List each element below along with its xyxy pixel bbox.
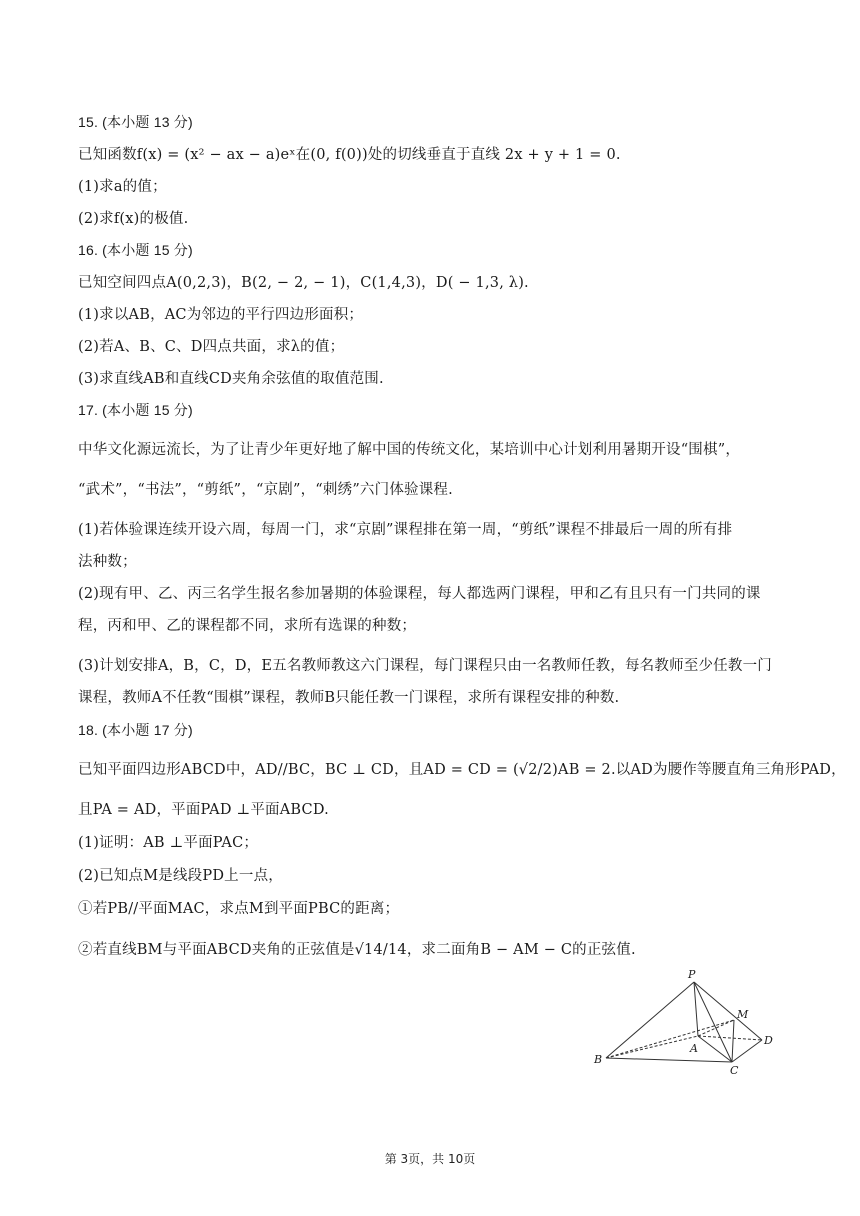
problem-15-question-1: (1)求a的值； <box>78 179 167 195</box>
edge-PB <box>606 982 694 1058</box>
edge-AC <box>698 1036 732 1062</box>
edge-CM <box>732 1020 734 1062</box>
problem-16-heading: 16. (本小题 15 分) <box>78 242 193 258</box>
problem-16-question-2: (2)若A、B、C、D四点共面，求λ的值； <box>78 339 345 355</box>
problem-17-question-3-line-1: (3)计划安排A，B，C，D，E五名教师教这六门课程，每门课程只由一名教师任教，每名教师至少任教一门 <box>78 658 772 674</box>
label-B: B <box>594 1053 603 1066</box>
problem-18-question-1: (1)证明：AB ⊥平面PAC； <box>78 835 259 851</box>
problem-18-stem-line-1: 已知平面四边形ABCD中，AD//BC，BC ⊥ CD，且AD = CD = (√2/2)AB = 2.以AD为腰作等腰直角三角形PAD， <box>78 762 846 778</box>
problem-18-heading: 18. (本小题 17 分) <box>78 722 193 738</box>
problem-16-question-1: (1)求以AB，AC为邻边的平行四边形面积； <box>78 307 364 323</box>
problem-18-question-2b: ②若直线BM与平面ABCD夹角的正弦值是√14/14，求二面角B − AM − C的正弦值. <box>78 942 636 958</box>
problem-18-question-2a: ①若PB//平面MAC，求点M到平面PBC的距离； <box>78 901 400 917</box>
label-P: P <box>688 968 696 981</box>
problem-15-question-2: (2)求f(x)的极值. <box>78 211 189 227</box>
label-D: D <box>764 1034 773 1047</box>
edge-BC <box>606 1058 732 1062</box>
problem-15-stem: 已知函数f(x) = (x² − ax − a)eˣ在(0, f(0))处的切线垂直于直线 2x + y + 1 = 0. <box>78 147 621 163</box>
edge-CD <box>732 1040 762 1062</box>
label-A: A <box>690 1042 698 1055</box>
problem-16-question-3: (3)求直线AB和直线CD夹角余弦值的取值范围. <box>78 371 384 387</box>
label-C: C <box>730 1064 739 1076</box>
problem-17-question-1-line-1: (1)若体验课连续开设六周，每周一门，求“京剧”课程排在第一周，“剪纸”课程不排最后一周的所有排 <box>78 522 733 538</box>
problem-17-question-2-line-1: (2)现有甲、乙、丙三名学生报名参加暑期的体验课程，每人都选两门课程，甲和乙有且只有一门共同的课 <box>78 586 761 602</box>
problem-16-stem: 已知空间四点A(0,2,3)，B(2, − 2, − 1)，C(1,4,3)，D( − 1,3, λ). <box>78 275 529 291</box>
problem-17-question-3-line-2: 课程，教师A不任教“围棋”课程，教师B只能任教一门课程，求所有课程安排的种数. <box>78 690 620 706</box>
problem-18-stem-line-2: 且PA = AD，平面PAD ⊥平面ABCD. <box>78 802 329 818</box>
edge-AD <box>698 1036 762 1040</box>
pyramid-figure <box>586 966 786 1076</box>
problem-17-stem-line-2: “武术”，“书法”，“剪纸”，“京剧”，“刺绣”六门体验课程. <box>78 482 453 498</box>
problem-15-heading: 15. (本小题 13 分) <box>78 114 193 130</box>
edge-PD <box>694 982 762 1040</box>
problem-17-stem-line-1: 中华文化源远流长，为了让青少年更好地了解中国的传统文化，某培训中心计划利用暑期开设“围棋”， <box>78 442 741 458</box>
edge-BA <box>606 1036 698 1058</box>
problem-18-question-2: (2)已知点M是线段PD上一点， <box>78 868 283 884</box>
page-footer: 第 3页，共 10页 <box>384 1152 476 1166</box>
problem-17-question-2-line-2: 程，丙和甲、乙的课程都不同，求所有选课的种数； <box>78 618 417 634</box>
problem-17-question-1-line-2: 法种数； <box>78 554 137 570</box>
problem-17-heading: 17. (本小题 15 分) <box>78 402 193 418</box>
label-M: M <box>737 1008 749 1021</box>
